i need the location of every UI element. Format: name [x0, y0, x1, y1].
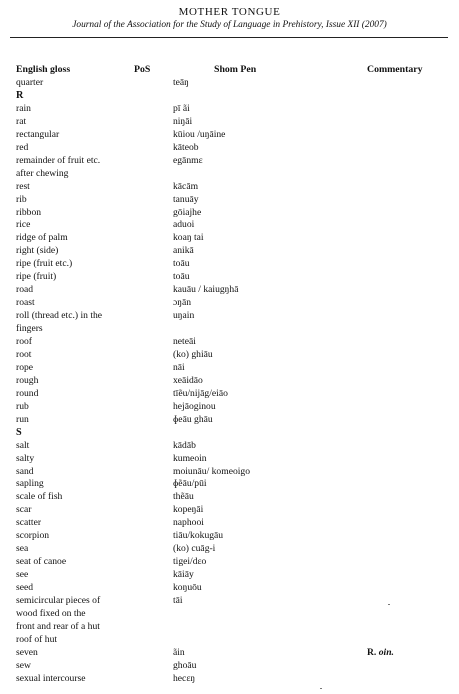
gloss-cell: seed — [16, 582, 34, 593]
shom-pen-cell: kāiāy — [173, 569, 194, 581]
shom-pen-cell: teāŋ — [173, 77, 189, 88]
gloss-cell: root — [16, 348, 32, 360]
shom-pen-cell: kāteob — [173, 141, 199, 153]
gloss-cell: rib — [16, 193, 27, 205]
shom-pen-cell: kūiou /uŋāine — [173, 128, 226, 140]
shom-pen-cell: kauāu / kaiugŋhā — [173, 284, 239, 296]
gloss-cell: rough — [16, 374, 39, 386]
shom-pen-cell: ghoāu — [173, 659, 197, 671]
gloss-cell: fingers — [16, 323, 43, 334]
column-header-english-gloss: English gloss — [16, 64, 71, 75]
commentary-form: oin. — [378, 646, 394, 658]
gloss-cell: rub — [16, 400, 29, 412]
shom-pen-cell: tiāu/kokugāu — [173, 530, 224, 542]
gloss-cell: after chewing — [16, 167, 69, 179]
shom-pen-cell: xeāidāo — [173, 374, 203, 386]
gloss-cell: salty — [16, 452, 35, 464]
gloss-cell: rain — [16, 102, 31, 114]
gloss-cell: sea — [16, 543, 29, 555]
shom-pen-cell: gōiajhe — [173, 206, 202, 218]
gloss-cell: rope — [16, 361, 34, 373]
gloss-cell: sand — [16, 465, 34, 477]
shom-pen-cell: tigei/dɛo — [173, 556, 207, 568]
journal-subtitle: Journal of the Association for the Study of Language in Prehistory, Issue XII (2007) — [72, 20, 387, 30]
gloss-cell: scorpion — [16, 530, 50, 542]
gloss-cell: salt — [16, 439, 30, 451]
gloss-cell: rice — [16, 219, 31, 231]
gloss-cell: sew — [16, 659, 31, 671]
shom-pen-cell: naphooi — [173, 517, 204, 529]
shom-pen-cell: hejāoginou — [173, 400, 216, 412]
gloss-cell: wood fixed on the — [16, 607, 86, 619]
shom-pen-cell: moiunāu/ komeoigo — [173, 465, 251, 477]
shom-pen-cell: niŋāi — [173, 115, 193, 127]
gloss-cell: road — [16, 284, 34, 296]
gloss-cell: front and rear of a hut — [16, 620, 100, 632]
shom-pen-cell: tīẽu/nijāg/eiāo — [173, 387, 228, 399]
gloss-cell: ripe (fruit etc.) — [16, 258, 73, 270]
shom-pen-cell: pī ãi — [173, 102, 190, 114]
gloss-cell: rest — [16, 180, 30, 192]
gloss-cell: roast — [16, 297, 35, 309]
shom-pen-cell: uŋain — [173, 310, 195, 322]
gloss-cell: scale of fish — [16, 491, 63, 503]
shom-pen-cell: koaŋ tai — [173, 232, 204, 244]
column-header-shom-pen: Shom Pen — [214, 64, 257, 75]
shom-pen-cell: tanuāy — [173, 193, 199, 205]
gloss-cell: red — [16, 141, 29, 153]
gloss-cell: sexual intercourse — [16, 672, 86, 684]
gloss-cell: seven — [16, 646, 38, 658]
gloss-cell: ribbon — [16, 206, 42, 218]
section-letter: R — [16, 90, 24, 101]
shom-pen-cell: kopeŋāi — [173, 504, 204, 516]
column-header-commentary: Commentary — [367, 64, 423, 75]
commentary-cell: R. oin. — [367, 646, 394, 658]
gloss-cell: sapling — [16, 478, 44, 490]
gloss-cell: scatter — [16, 517, 42, 529]
shom-pen-cell: toāu — [173, 271, 190, 283]
shom-pen-cell: ɸeāu ghāu — [173, 413, 213, 425]
shom-pen-cell: aduoi — [173, 219, 195, 231]
gloss-cell: remainder of fruit etc. — [16, 154, 101, 166]
column-header-pos: PoS — [134, 64, 151, 75]
gloss-cell: semicircular pieces of — [16, 595, 101, 606]
shom-pen-cell: kācām — [173, 180, 199, 192]
shom-pen-cell: kādāb — [173, 439, 196, 451]
gloss-cell: right (side) — [16, 245, 59, 257]
shom-pen-cell: kumeoin — [173, 452, 207, 464]
shom-pen-cell: anikā — [173, 245, 194, 257]
gloss-cell: rat — [16, 115, 27, 127]
gloss-cell: see — [16, 569, 29, 581]
gloss-cell: run — [16, 413, 29, 425]
scan-speck — [320, 688, 322, 689]
gloss-cell: rectangular — [16, 128, 60, 140]
shom-pen-cell: hecɛŋ — [173, 672, 196, 684]
shom-pen-cell: koŋuōu — [173, 582, 202, 593]
shom-pen-cell: thẽāu — [173, 491, 194, 503]
gloss-cell: roll (thread etc.) in the — [16, 310, 103, 322]
gloss-cell: round — [16, 387, 39, 399]
shom-pen-cell: toāu — [173, 258, 190, 270]
shom-pen-cell: ãin — [173, 646, 185, 658]
section-letter: S — [16, 426, 22, 438]
gloss-cell: ripe (fruit) — [16, 271, 57, 283]
shom-pen-cell: egānmɛ — [173, 154, 203, 166]
gloss-cell: quarter — [16, 77, 44, 88]
gloss-cell: roof of hut — [16, 633, 58, 645]
shom-pen-cell: (ko) ghiāu — [173, 348, 213, 360]
shom-pen-cell: ɔŋān — [173, 297, 192, 309]
scan-speck — [388, 604, 390, 605]
gloss-cell: seat of canoe — [16, 556, 67, 568]
shom-pen-cell: nāi — [173, 361, 185, 373]
shom-pen-cell: tāi — [173, 595, 183, 606]
shom-pen-cell: neteāi — [173, 336, 196, 347]
shom-pen-cell: ɸẽāu/pūi — [173, 478, 207, 490]
gloss-cell: roof — [16, 336, 32, 347]
shom-pen-cell: (ko) cuāg-i — [173, 543, 216, 555]
gloss-cell: ridge of palm — [16, 232, 68, 244]
journal-title: MOTHER TONGUE — [178, 6, 281, 18]
gloss-cell: scar — [16, 504, 32, 516]
